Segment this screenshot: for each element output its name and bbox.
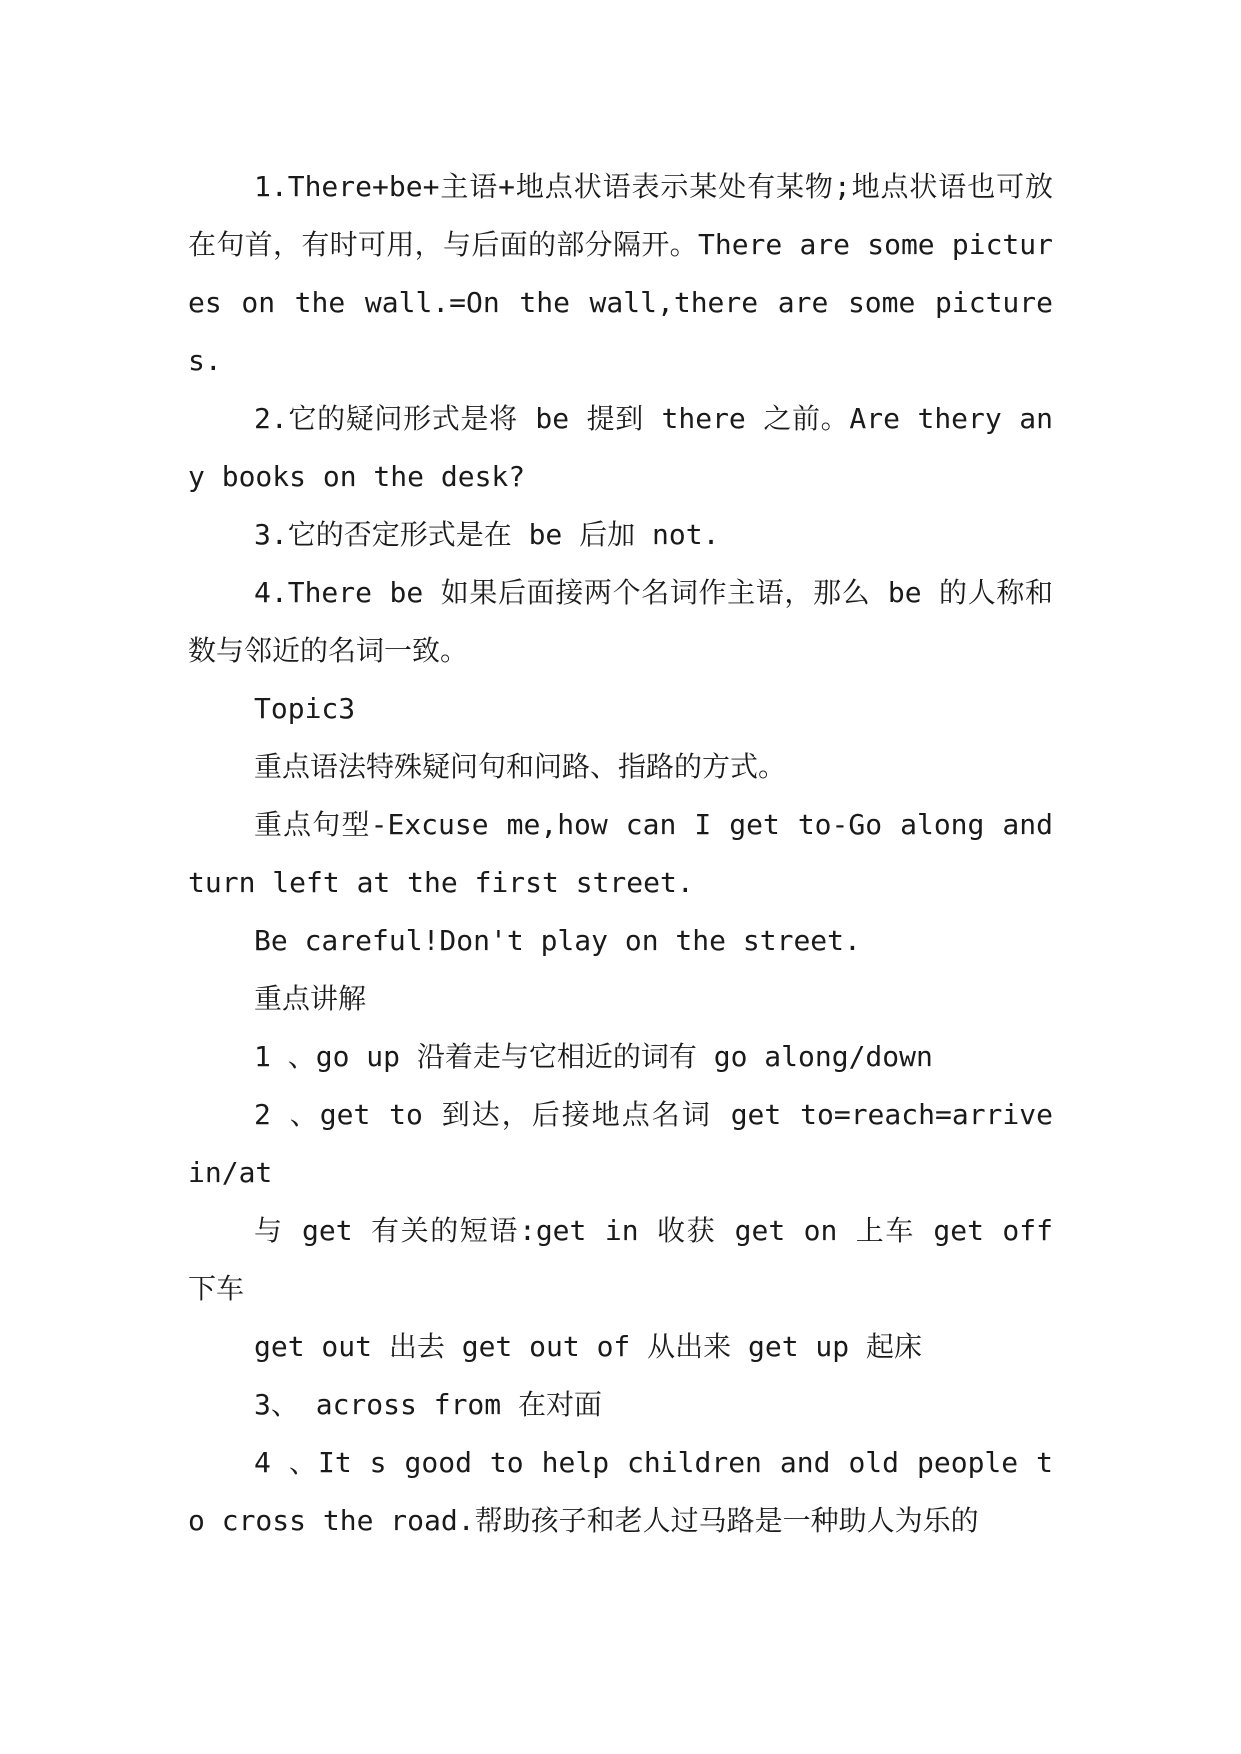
document-body (188, 158, 1053, 1550)
section-heading-key-points: 重点讲解 (254, 982, 367, 1015)
list-item-help-children: 4 、It s good to help children and old people to cross the road.帮助孩子和老人过马路是一种助人为乐的 (188, 1446, 1053, 1537)
list-item-across-from: 3、 across from 在对面 (254, 1388, 603, 1421)
section-heading-topic3: Topic3 (254, 692, 356, 725)
paragraph-be-careful: Be careful!Don't play on the street. (254, 924, 861, 957)
paragraph-question-form: 2.它的疑问形式是将 be 提到 there 之前。Are thery any books on the desk? (188, 402, 1053, 493)
paragraph-get-phrases-continued: get out 出去 get out of 从出来 get up 起床 (254, 1330, 923, 1363)
list-item-get-to: 2 、get to 到达，后接地点名词 get to=reach=arrive in/at (188, 1098, 1053, 1189)
paragraph-key-grammar: 重点语法特殊疑问句和问路、指路的方式。 (254, 750, 787, 783)
paragraph-key-sentences: 重点句型-Excuse me,how can I get to-Go along and turn left at the first street. (188, 808, 1053, 899)
paragraph-subject-agreement: 4.There be 如果后面接两个名词作主语，那么 be 的人称和数与邻近的名词一致。 (188, 576, 1053, 667)
paragraph-get-phrases: 与 get 有关的短语:get in 收获 get on 上车 get off 下车 (188, 1214, 1053, 1305)
list-item-go-up: 1 、go up 沿着走与它相近的词有 go along/down (254, 1040, 933, 1073)
paragraph-negative-form: 3.它的否定形式是在 be 后加 not. (254, 518, 720, 551)
paragraph-there-be-structure: 1.There+be+主语+地点状语表示某处有某物;地点状语也可放在句首，有时可用，与后面的部分隔开。There are some pictures on the wall.=On the wall,there are some pictures. (188, 170, 1053, 377)
